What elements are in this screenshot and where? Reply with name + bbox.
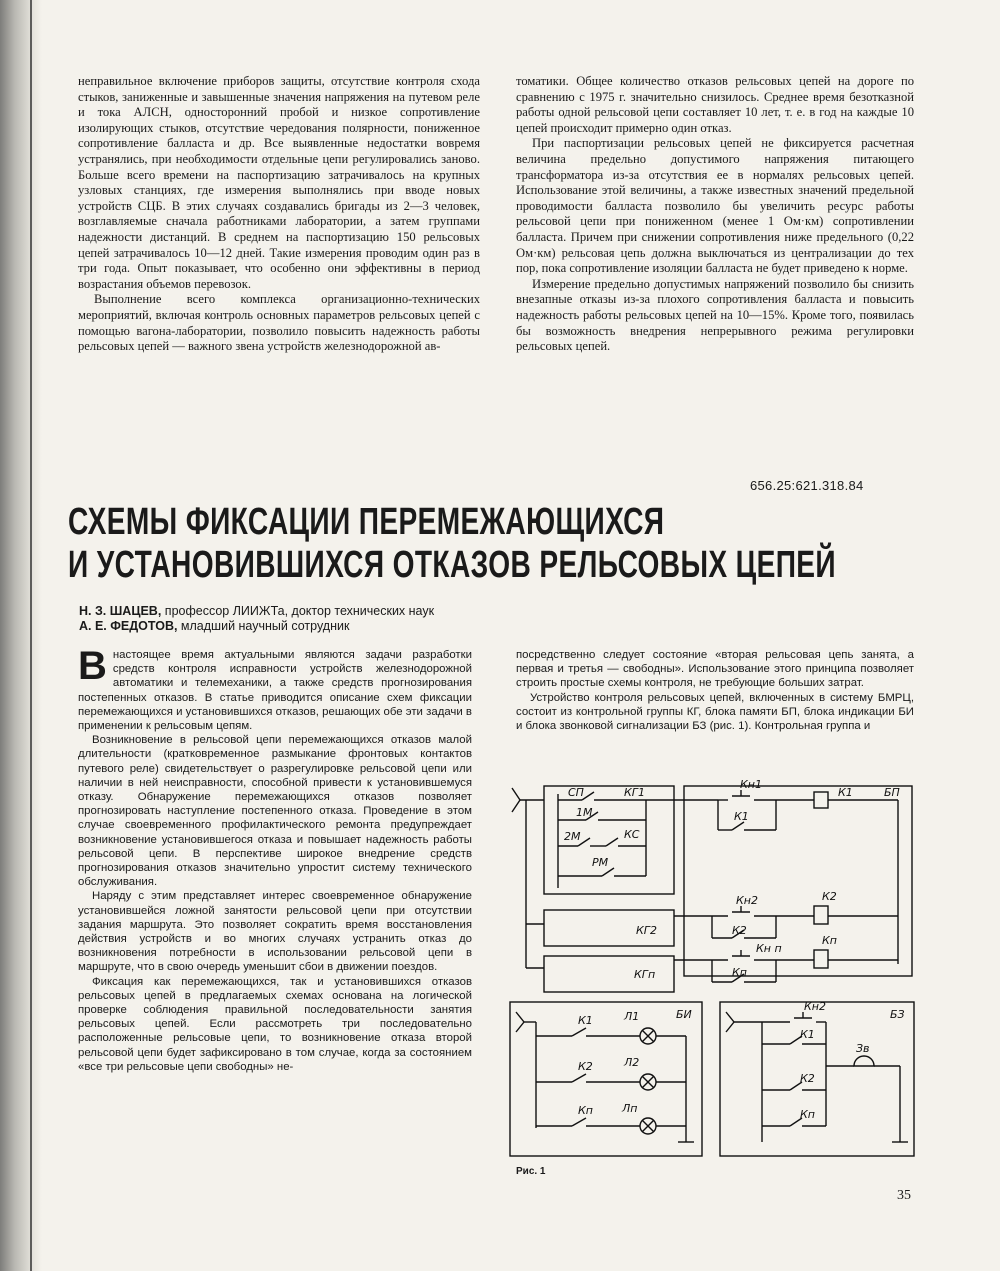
bell-block-box [720,1002,914,1156]
drop-cap: В [78,644,107,688]
paragraph: При паспортизации рельсовых цепей не фиксируется расчетная величина предельно допустимого напряжения питающего трансформатора из-за отсутствия ее в нормалях рельсовых цепей. Использование этой величины, а также известных значений предельной проводимости балласта позволило бы увеличить ресурс работы рельсовой цепи при пониженном (менее 1 Ом·км) сопротивлении балласта. Причем при снижении сопротивления ниже предельного (0,22 Ом·км) рельсовая цепь должна выключаться из централизации до тех пор, пока сопротивление изоляции балласта не будет приведено к норме. [516,136,914,276]
label-bz: БЗ [890,1008,905,1021]
contact [732,822,744,830]
paragraph: Измерение предельно допустимых напряжений позволило бы снизить внезапные отказы из-за плохого сопротивления балласта и повысить надежность работы рельсовых цепей на 10—15%. Кроме того, появилась бы возможность внедрения непрерывного режима регулировки рельсовых цепей. [516,276,914,354]
label-kgn: КГп [634,968,656,981]
label-kn-relay: Кп [822,934,838,947]
paragraph: Наряду с этим представляет интерес своевременное обнаружение установившейся ложной занятости рельсовой цепи при отсутствии задания маршрута. Это позволяет сократить время восстановления действия устройств и во многих случаях устранить отказ до возникновения потребности в использовании рельсовой цепи в маршруте, что в свою очередь уменьшит сбои в движении поездов. [78,890,472,974]
relay-k1 [814,792,828,808]
label-k2: К2 [578,1060,593,1073]
body-left-column [78,644,472,1074]
article-title-line-2: И УСТАНОВИВШИХСЯ ОТКАЗОВ РЕЛЬСОВЫХ ЦЕПЕЙ [68,544,837,586]
label-k1: К1 [800,1028,815,1041]
contact [602,868,614,876]
label-zv: Зв [856,1042,870,1055]
label-l1: Л1 [624,1010,640,1023]
label-rm: РМ [592,856,609,869]
label-k1-contact: К1 [734,810,749,823]
label-l2: Л2 [624,1056,640,1069]
label-ks: КС [624,828,640,841]
relay-kn [814,950,828,968]
label-sp: СП [568,786,584,799]
top-left-column [78,74,480,355]
label-k1-relay: К1 [838,786,853,799]
label-kg1: КГ1 [624,786,645,799]
paragraph: Устройство контроля рельсовых цепей, включенных в систему БМРЦ, состоит из контрольной группы КГ, блока памяти БП, блока индикации БИ и блока звонковой сигнализации БЗ (рис. 1). Контрольная группа и [516,691,914,733]
author-role: профессор ЛИИЖТа, доктор технических наук [164,604,435,618]
contact [572,1118,586,1126]
paragraph-text: настоящее время актуальными являются задачи разработки средств контроля исправности устройств железнодорожной автоматики и телемеханики, а также средств прогнозирования постепенных отказов. В статье приводится описание схем фиксации перемежающихся и установившихся отказов, решающих обе эти задачи в применении к рельсовым цепям. [78,649,472,733]
author-line [79,604,434,619]
label-2m: 2М [564,830,581,843]
indication-block-box [510,1002,702,1156]
label-kn-contact: Кп [732,966,748,979]
paragraph: Выполнение всего комплекса организационно-технических мероприятий, включая контроль основных параметров рельсовых цепей с помощью вагона-лаборатории, позволило повысить надежность работы рельсовых цепей — важного звена устройств железнодорожной ав- [78,292,480,354]
label-kn: Кп [800,1108,816,1121]
contact [572,1028,586,1036]
binding-edge-line [30,0,32,1271]
label-k1: К1 [578,1014,593,1027]
input-bracket [516,1012,524,1032]
label-kn2: Кн2 [804,1000,826,1013]
label-kn1: Кн1 [740,778,762,791]
author-name: А. Е. ФЕДОТОВ, [79,619,178,633]
label-k2-relay: К2 [822,890,837,903]
input-bracket [512,788,520,812]
paragraph: Фиксация как перемежающихся, так и установившихся отказов рельсовых цепей в предлагаемых схемах основана на логической проверке соблюдения правильной последовательности занятия рельсовых цепей. Если рассмотреть три последовательно расположенные рельсовые цепи, то возникновение отказа второй рельсовой цепи будет зафиксировано в том случае, когда за состоянием «все три рельсовые цепи свободны» не- [78,975,472,1073]
author-role: младший научный сотрудник [180,619,350,633]
paragraph: неправильное включение приборов защиты, отсутствие контроля схода стыков, заниженные и завышенные значения напряжения на путевом реле и тока АЛСН, односторонний пробой и низкое сопротивление изолирующих стыков, отсутствие чередования полярности, пониженное сопротивление балласта и др. Все выявленные недостатки вовремя устранялись, при необходимости отдельные цепи регулировались заново. Больше всего времени на паспортизацию затрачивалось на крупных узловых станциях, где измерения выполнялись при вводе новых устройств СЦБ. В этих случаях создавались бригады из 2—3 человек, возглавляемые сначала работниками лаборатории, а затем группами надежности дистанций. В среднем на паспортизацию 150 рельсовых цепей затрачивалось 10—12 дней. Такие измерения проводим один раз в три года. Опыт показывает, что особенно они эффективны в период возрастания объемов перевозок. [78,74,480,291]
page-spine-shadow [0,0,42,1271]
bell-zv [854,1056,874,1066]
label-k2: К2 [800,1072,815,1085]
label-bi: БИ [676,1008,692,1021]
label-kg2: КГ2 [636,924,657,937]
label-ln: Лп [622,1102,638,1115]
contact [606,838,618,846]
label-kn2: Кн2 [736,894,758,907]
paragraph: томатики. Общее количество отказов рельсовых цепей на дороге по сравнению с 1975 г. значительно снизилось. Среднее время безотказной работы одной рельсовой цепи составляет 10 лет, т. е. в год на каждые 10 цепей происходит примерно один отказ. [516,74,914,135]
author-line [79,619,349,634]
page-number: 35 [897,1188,911,1203]
body-right-column [516,648,914,733]
input-bracket [726,1012,734,1032]
contact [572,1074,586,1082]
paragraph: Возникновение в рельсовой цепи перемежающихся отказов малой длительности (кратковременное размыкание фронтовых контактов путевого реле) свидетельствует о разрегулировке рельсовой цепи или наличии в ней неисправности, способной привести к установившемуся отказу. Обнаружение перемежающихся отказов позволяет прогнозировать наступление постепенного отказа. Проведение в этом случае своевременного профилактического ремонта предупреждает возникновение установившегося отказа и повышает надежность работы рельсовой цепи. В перспективе широкое внедрение средств прогнозирования отказов значительно упростит систему технического обслуживания. [78,734,472,889]
top-right-column [516,74,914,355]
article-title-line-1: СХЕМЫ ФИКСАЦИИ ПЕРЕМЕЖАЮЩИХСЯ [68,501,665,543]
circuit-diagram [506,776,926,1166]
label-knn: Кн п [756,942,782,955]
relay-k2 [814,906,828,924]
label-bp: БП [884,786,900,799]
figure-caption: Рис. 1 [516,1166,546,1177]
author-name: Н. З. ШАЦЕВ, [79,604,162,618]
label-kn: Кп [578,1104,594,1117]
label-k2-contact: К2 [732,924,747,937]
paragraph: посредственно следует состояние «вторая рельсовая цепь занята, а первая и третья — свободны». Использование этого принципа позволяет строить простые схемы контроля, не требующие больших затрат. [516,649,914,690]
udc-code: 656.25:621.318.84 [750,478,864,493]
paragraph [78,644,472,733]
label-1m: 1М [576,806,593,819]
